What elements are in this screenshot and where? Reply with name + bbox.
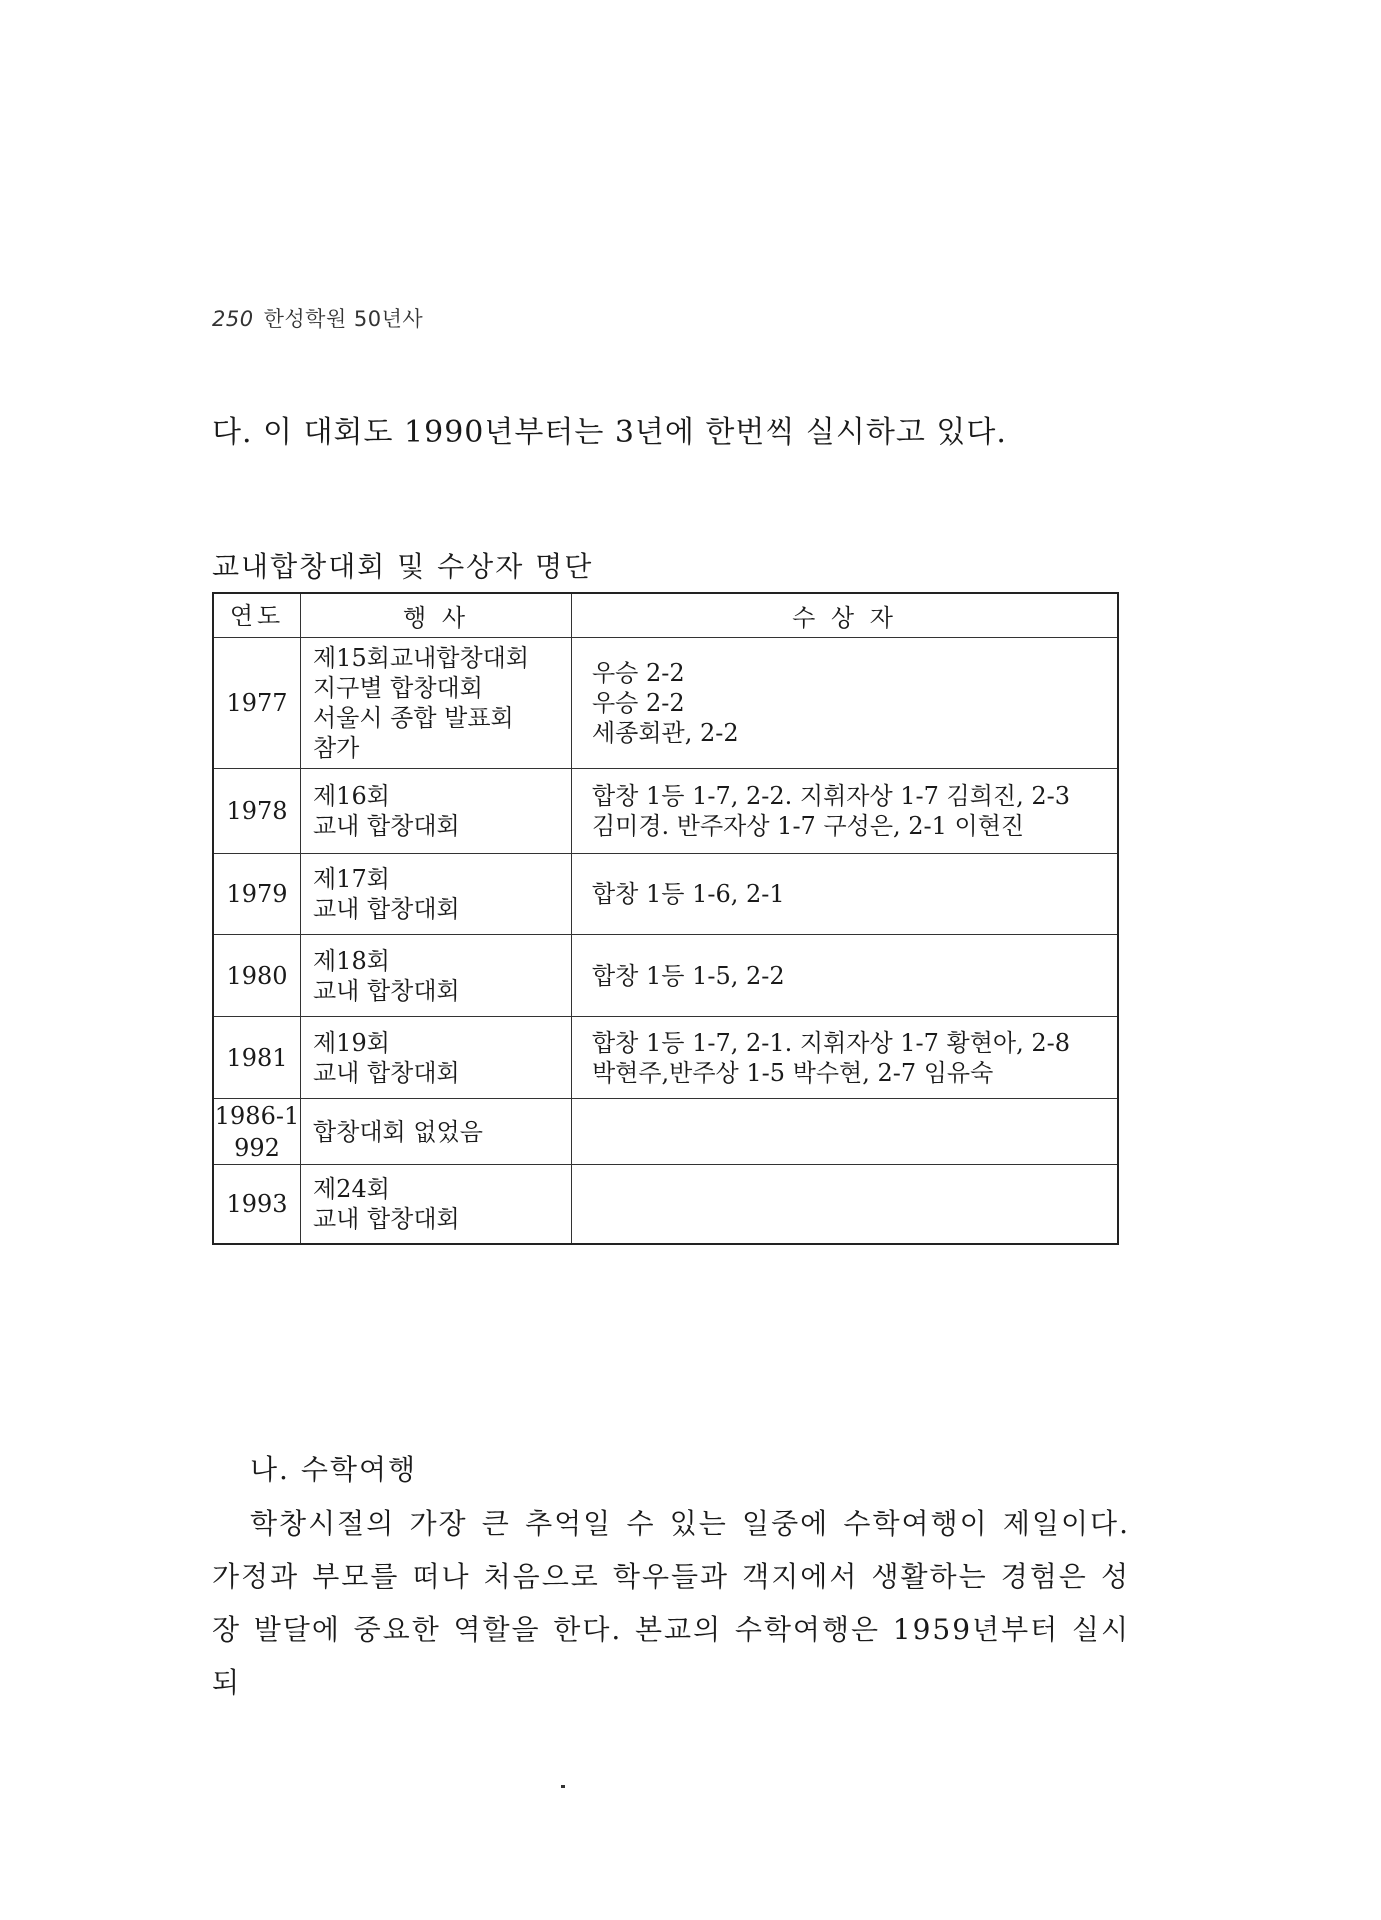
winners-cell bbox=[572, 1099, 1119, 1165]
table-row bbox=[213, 854, 1118, 935]
table-row bbox=[213, 769, 1118, 854]
header-event: 행 사 bbox=[301, 593, 572, 638]
running-header bbox=[212, 303, 423, 333]
winners-cell: 합창 1등 1-7, 2-2. 지휘자상 1-7 김희진, 2-3 김미경. 반주자상 1-7 구성은, 2-1 이현진 bbox=[572, 769, 1119, 854]
table-row bbox=[213, 1165, 1118, 1244]
year-cell: 1978 bbox=[213, 769, 301, 854]
table-title: 교내합창대회 및 수상자 명단 bbox=[212, 550, 594, 583]
year-cell: 1977 bbox=[213, 638, 301, 769]
winners-cell: 우승 2-2 우승 2-2 세종회관, 2-2 bbox=[572, 638, 1119, 769]
body-paragraph: 학창시절의 가장 큰 추억일 수 있는 일중에 수학여행이 제일이다. 가정과 부모를 떠나 처음으로 학우들과 객지에서 생활하는 경험은 성장 발달에 중요한 역할을 한다. 본교의 수학여행은 1959년부터 실시되 bbox=[212, 1507, 1130, 1699]
book-title: 한성학원 50년사 bbox=[263, 307, 424, 331]
table-row bbox=[213, 1017, 1118, 1099]
event-cell: 합창대회 없었음 bbox=[301, 1099, 572, 1165]
table-header-row bbox=[213, 593, 1118, 638]
winners-cell: 합창 1등 1-7, 2-1. 지휘자상 1-7 황현아, 2-8 박현주,반주상 1-5 박수현, 2-7 임유숙 bbox=[572, 1017, 1119, 1099]
event-cell: 제19회 교내 합창대회 bbox=[301, 1017, 572, 1099]
table-row bbox=[213, 638, 1118, 769]
year-cell: 1981 bbox=[213, 1017, 301, 1099]
header-winners: 수 상 자 bbox=[572, 593, 1119, 638]
year-cell: 1986-1 992 bbox=[213, 1099, 301, 1165]
intro-line: 다. 이 대회도 1990년부터는 3년에 한번씩 실시하고 있다. bbox=[212, 415, 1007, 450]
page-number: 250 bbox=[212, 307, 254, 331]
winners-cell bbox=[572, 1165, 1119, 1244]
winners-cell: 합창 1등 1-6, 2-1 bbox=[572, 854, 1119, 935]
section-heading: 나. 수학여행 bbox=[250, 1453, 418, 1486]
event-cell: 제17회 교내 합창대회 bbox=[301, 854, 572, 935]
year-cell: 1980 bbox=[213, 935, 301, 1017]
event-cell: 제16회 교내 합창대회 bbox=[301, 769, 572, 854]
table-row bbox=[213, 1099, 1118, 1165]
winners-cell: 합창 1등 1-5, 2-2 bbox=[572, 935, 1119, 1017]
header-year: 연도 bbox=[213, 593, 301, 638]
page-mark bbox=[561, 1785, 565, 1788]
event-cell: 제24회 교내 합창대회 bbox=[301, 1165, 572, 1244]
event-cell: 제15회교내합창대회 지구별 합창대회 서울시 종합 발표회 참가 bbox=[301, 638, 572, 769]
table-row bbox=[213, 935, 1118, 1017]
year-cell: 1993 bbox=[213, 1165, 301, 1244]
choir-awards-table bbox=[212, 592, 1119, 1245]
year-cell: 1979 bbox=[213, 854, 301, 935]
event-cell: 제18회 교내 합창대회 bbox=[301, 935, 572, 1017]
